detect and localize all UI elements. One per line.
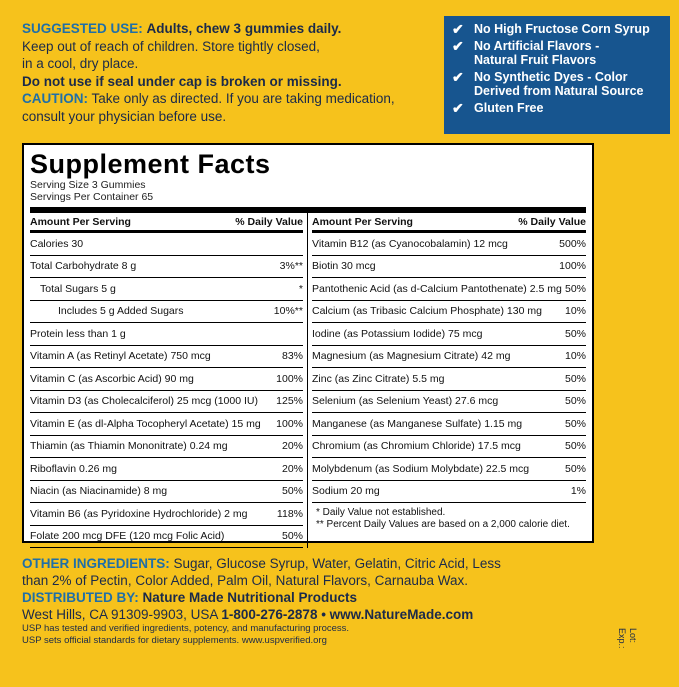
caution-text-2: consult your physician before use. (22, 108, 227, 124)
dv-header: % Daily Value (235, 215, 303, 228)
facts-row (312, 436, 586, 459)
daily-value: 50% (564, 417, 586, 430)
nutrient-name: Niacin (as Niacinamide) 8 mg (30, 485, 168, 498)
claim-line: No Synthetic Dyes - Color (474, 70, 628, 84)
facts-row (312, 391, 586, 414)
daily-value: 10%** (273, 305, 303, 318)
facts-row (312, 301, 586, 324)
nutrient-name: Iodine (as Potassium Iodide) 75 mcg (312, 327, 483, 340)
daily-value: 50% (564, 372, 586, 385)
daily-value: 50% (281, 530, 303, 543)
nutrient-name: Vitamin A (as Retinyl Acetate) 750 mcg (30, 350, 211, 363)
claim-item (452, 39, 662, 67)
facts-row (30, 503, 303, 526)
daily-value: 10% (564, 350, 586, 363)
nutrient-name: Thiamin (as Thiamin Mononitrate) 0.24 mg (30, 440, 228, 453)
daily-value: 100% (276, 417, 303, 430)
directions-block (22, 20, 442, 125)
suggested-use-label: SUGGESTED USE: (22, 21, 143, 36)
facts-row (30, 346, 303, 369)
daily-value: 83% (281, 350, 303, 363)
daily-value: 20% (281, 440, 303, 453)
daily-value: 10% (564, 305, 586, 318)
footnote-2: ** Percent Daily Values are based on a 2,000 calorie diet. (316, 519, 570, 530)
lot-exp (616, 628, 638, 649)
nutrient-name: Sodium 20 mg (312, 485, 380, 498)
facts-row (30, 368, 303, 391)
facts-right-column (308, 213, 586, 548)
claim-line: Natural Fruit Flavors (474, 53, 597, 67)
nutrient-name: Total Carbohydrate 8 g (30, 260, 137, 273)
daily-value: 1% (570, 485, 586, 498)
daily-value: 50% (564, 462, 586, 475)
serving-size: Serving Size 3 Gummies (30, 179, 146, 191)
daily-value: * (298, 282, 303, 295)
facts-title: Supplement Facts (30, 149, 271, 179)
facts-row (30, 481, 303, 504)
facts-row (30, 301, 303, 324)
usp-line-1: USP has tested and verified ingredients, potency, and manufacturing process. (22, 623, 350, 634)
caution-label: CAUTION: (22, 91, 88, 106)
lot-label: Lot: (628, 628, 638, 644)
exp-label: Exp.: (617, 628, 627, 649)
facts-row (312, 323, 586, 346)
daily-value: 50% (564, 395, 586, 408)
distributed-by-label: DISTRIBUTED BY: (22, 590, 139, 605)
nutrient-name: Molybdenum (as Sodium Molybdate) 22.5 mcg (312, 462, 530, 475)
facts-row (30, 233, 303, 256)
daily-value: 118% (276, 507, 303, 520)
nutrient-name: Chromium (as Chromium Chloride) 17.5 mcg (312, 440, 521, 453)
facts-row (30, 323, 303, 346)
facts-left-column (30, 213, 308, 548)
facts-row (30, 413, 303, 436)
daily-value: 50% (564, 282, 586, 295)
phone-web: 1-800-276-2878 • www.NatureMade.com (221, 607, 474, 622)
nutrient-name: Magnesium (as Magnesium Citrate) 42 mg (312, 350, 511, 363)
daily-value: 100% (276, 372, 303, 385)
amount-header: Amount Per Serving (30, 215, 131, 228)
facts-row (312, 413, 586, 436)
storage-line-1: Keep out of reach of children. Store tightly closed, (22, 38, 320, 54)
footnote-1: * Daily Value not established. (316, 507, 446, 518)
nutrient-name: Vitamin C (as Ascorbic Acid) 90 mg (30, 372, 194, 385)
ingredients-block (22, 555, 542, 647)
facts-row (30, 278, 303, 301)
nutrient-name: Calcium (as Tribasic Calcium Phosphate) 130 mg (312, 305, 542, 318)
facts-row (30, 526, 303, 549)
claim-item (452, 101, 662, 115)
daily-value: 100% (559, 260, 586, 273)
servings-per-container: Servings Per Container 65 (30, 191, 154, 203)
nutrient-name: Protein less than 1 g (30, 327, 126, 340)
nutrient-name: Calories 30 (30, 237, 84, 250)
facts-row (312, 458, 586, 481)
supplement-facts-panel (22, 143, 594, 543)
nutrient-name: Riboflavin 0.26 mg (30, 462, 117, 475)
caution-text-1: Take only as directed. If you are taking medication, (91, 91, 395, 106)
nutrient-name: Folate 200 mcg DFE (120 mcg Folic Acid) (30, 530, 225, 543)
claim-line: Derived from Natural Source (474, 84, 644, 98)
daily-value: 50% (564, 440, 586, 453)
nutrient-name: Selenium (as Selenium Yeast) 27.6 mcg (312, 395, 499, 408)
nutrient-name: Vitamin E (as dl-Alpha Tocopheryl Acetate) 15 mg (30, 417, 261, 430)
other-ingredients-label: OTHER INGREDIENTS: (22, 556, 170, 571)
nutrient-name: Vitamin D3 (as Cholecalciferol) 25 mcg (1000 IU) (30, 395, 258, 408)
claim-line: No High Fructose Corn Syrup (474, 22, 650, 36)
nutrient-name: Manganese (as Manganese Sulfate) 1.15 mg (312, 417, 523, 430)
facts-row (312, 481, 586, 504)
check-icon: ✔ (452, 100, 464, 116)
claim-item (452, 70, 662, 98)
check-icon: ✔ (452, 69, 464, 85)
nutrient-name: Zinc (as Zinc Citrate) 5.5 mg (312, 372, 445, 385)
claim-line: No Artificial Flavors - (474, 39, 600, 53)
suggested-use-text: Adults, chew 3 gummies daily. (146, 21, 342, 36)
facts-row (312, 256, 586, 279)
claim-line: Gluten Free (474, 101, 544, 115)
nutrient-name: Vitamin B12 (as Cyanocobalamin) 12 mcg (312, 237, 508, 250)
facts-row (312, 233, 586, 256)
facts-row (30, 391, 303, 414)
nutrient-name: Includes 5 g Added Sugars (58, 305, 184, 318)
dv-header: % Daily Value (518, 215, 586, 228)
facts-row (312, 278, 586, 301)
other-ingredients-text-2: than 2% of Pectin, Color Added, Palm Oil, Natural Flavors, Carnauba Wax. (22, 573, 468, 588)
daily-value: 125% (276, 395, 303, 408)
facts-row (312, 368, 586, 391)
facts-row (30, 256, 303, 279)
daily-value: 500% (559, 237, 586, 250)
distributor-name: Nature Made Nutritional Products (142, 590, 358, 605)
facts-row (312, 346, 586, 369)
address: West Hills, CA 91309-9903, USA (22, 607, 218, 622)
daily-value: 20% (281, 462, 303, 475)
check-icon: ✔ (452, 38, 464, 54)
storage-line-2: in a cool, dry place. (22, 56, 139, 71)
daily-value: 50% (564, 327, 586, 340)
other-ingredients-text-1: Sugar, Glucose Syrup, Water, Gelatin, Citric Acid, Less (173, 556, 501, 571)
nutrient-name: Biotin 30 mcg (312, 260, 376, 273)
daily-value: 50% (281, 485, 303, 498)
facts-row (30, 458, 303, 481)
check-icon: ✔ (452, 21, 464, 37)
nutrient-name: Pantothenic Acid (as d-Calcium Pantothenate) 2.5 mg (312, 282, 562, 295)
seal-warning: Do not use if seal under cap is broken or missing. (22, 73, 342, 89)
daily-value: 3%** (279, 260, 303, 273)
claims-badge (444, 16, 670, 134)
claim-item (452, 22, 662, 36)
facts-row (30, 436, 303, 459)
nutrient-name: Total Sugars 5 g (40, 282, 116, 295)
usp-line-2: USP sets official standards for dietary supplements. www.uspverified.org (22, 635, 327, 646)
nutrient-name: Vitamin B6 (as Pyridoxine Hydrochloride) 2 mg (30, 507, 248, 520)
amount-header: Amount Per Serving (312, 215, 413, 228)
